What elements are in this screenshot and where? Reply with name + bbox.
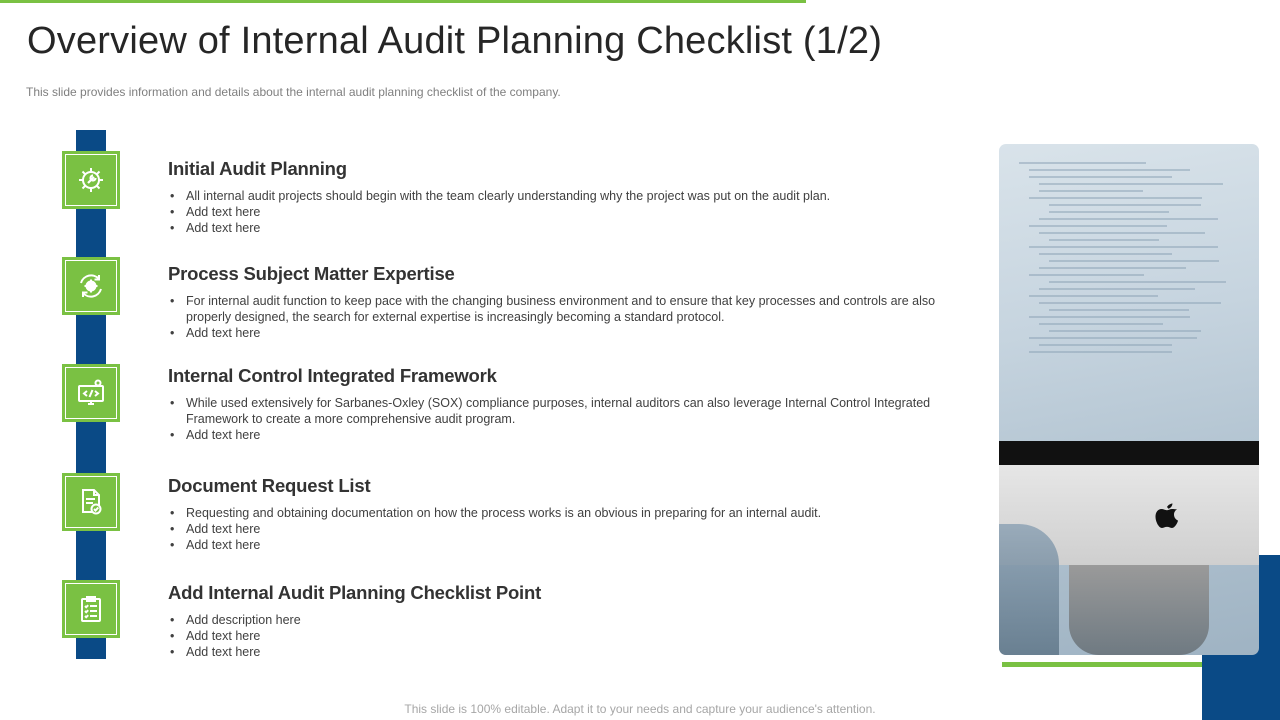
- item-bullet: • While used extensively for Sarbanes-Oxley (SOX) compliance purposes, internal auditors can also leverage Internal Control Integrated Framework to create a more comprehensive audit program.: [168, 395, 958, 427]
- document-check-icon: [62, 473, 120, 531]
- checklist-item: [168, 365, 958, 443]
- computer-photo: [999, 144, 1259, 655]
- checklist-item: [168, 263, 958, 341]
- item-bullet: • Add text here: [168, 204, 958, 220]
- clipboard-checklist-icon: [62, 580, 120, 638]
- item-bullet: • Add text here: [168, 325, 958, 341]
- item-bullet: • Add text here: [168, 628, 958, 644]
- item-title: Process Subject Matter Expertise: [168, 263, 455, 284]
- code-monitor-icon: [62, 364, 120, 422]
- item-title: Document Request List: [168, 475, 371, 496]
- item-title: Internal Control Integrated Framework: [168, 365, 497, 386]
- person-hand: [999, 524, 1059, 655]
- item-bullet: • Add text here: [168, 427, 958, 443]
- monitor-stand: [1069, 565, 1209, 655]
- top-accent-bar: [0, 0, 806, 3]
- item-bullet: • Add text here: [168, 644, 958, 660]
- page-subtitle: This slide provides information and details about the internal audit planning checklist of the company.: [26, 85, 561, 99]
- item-bullet: • Requesting and obtaining documentation on how the process works is an obvious in preparing for an internal audit.: [168, 505, 958, 521]
- item-bullet: • All internal audit projects should begin with the team clearly understanding why the project was put on the audit plan.: [168, 188, 958, 204]
- gear-cycle-icon: [62, 257, 120, 315]
- checklist-item: [168, 475, 958, 553]
- code-screen: [1019, 162, 1249, 358]
- item-title: Initial Audit Planning: [168, 158, 347, 179]
- item-title: Add Internal Audit Planning Checklist Point: [168, 582, 542, 603]
- photo-underline-accent: [1002, 662, 1202, 667]
- item-bullet: • Add text here: [168, 220, 958, 236]
- checklist-item: [168, 158, 958, 236]
- item-bullet: • Add description here: [168, 612, 958, 628]
- item-bullet: • Add text here: [168, 537, 958, 553]
- footer-note: This slide is 100% editable. Adapt it to your needs and capture your audience's attention.: [404, 702, 876, 716]
- monitor-bezel: [999, 441, 1259, 465]
- apple-logo-icon: [1153, 498, 1181, 530]
- item-bullet: • Add text here: [168, 521, 958, 537]
- gear-wrench-icon: [62, 151, 120, 209]
- checklist-item: [168, 582, 958, 660]
- page-title: Overview of Internal Audit Planning Checklist (1/2): [27, 20, 883, 62]
- item-bullet: • For internal audit function to keep pace with the changing business environment and to ensure that key processes and controls are also properly designed, the search for external expertise is increasingly becoming a standard protocol.: [168, 293, 958, 325]
